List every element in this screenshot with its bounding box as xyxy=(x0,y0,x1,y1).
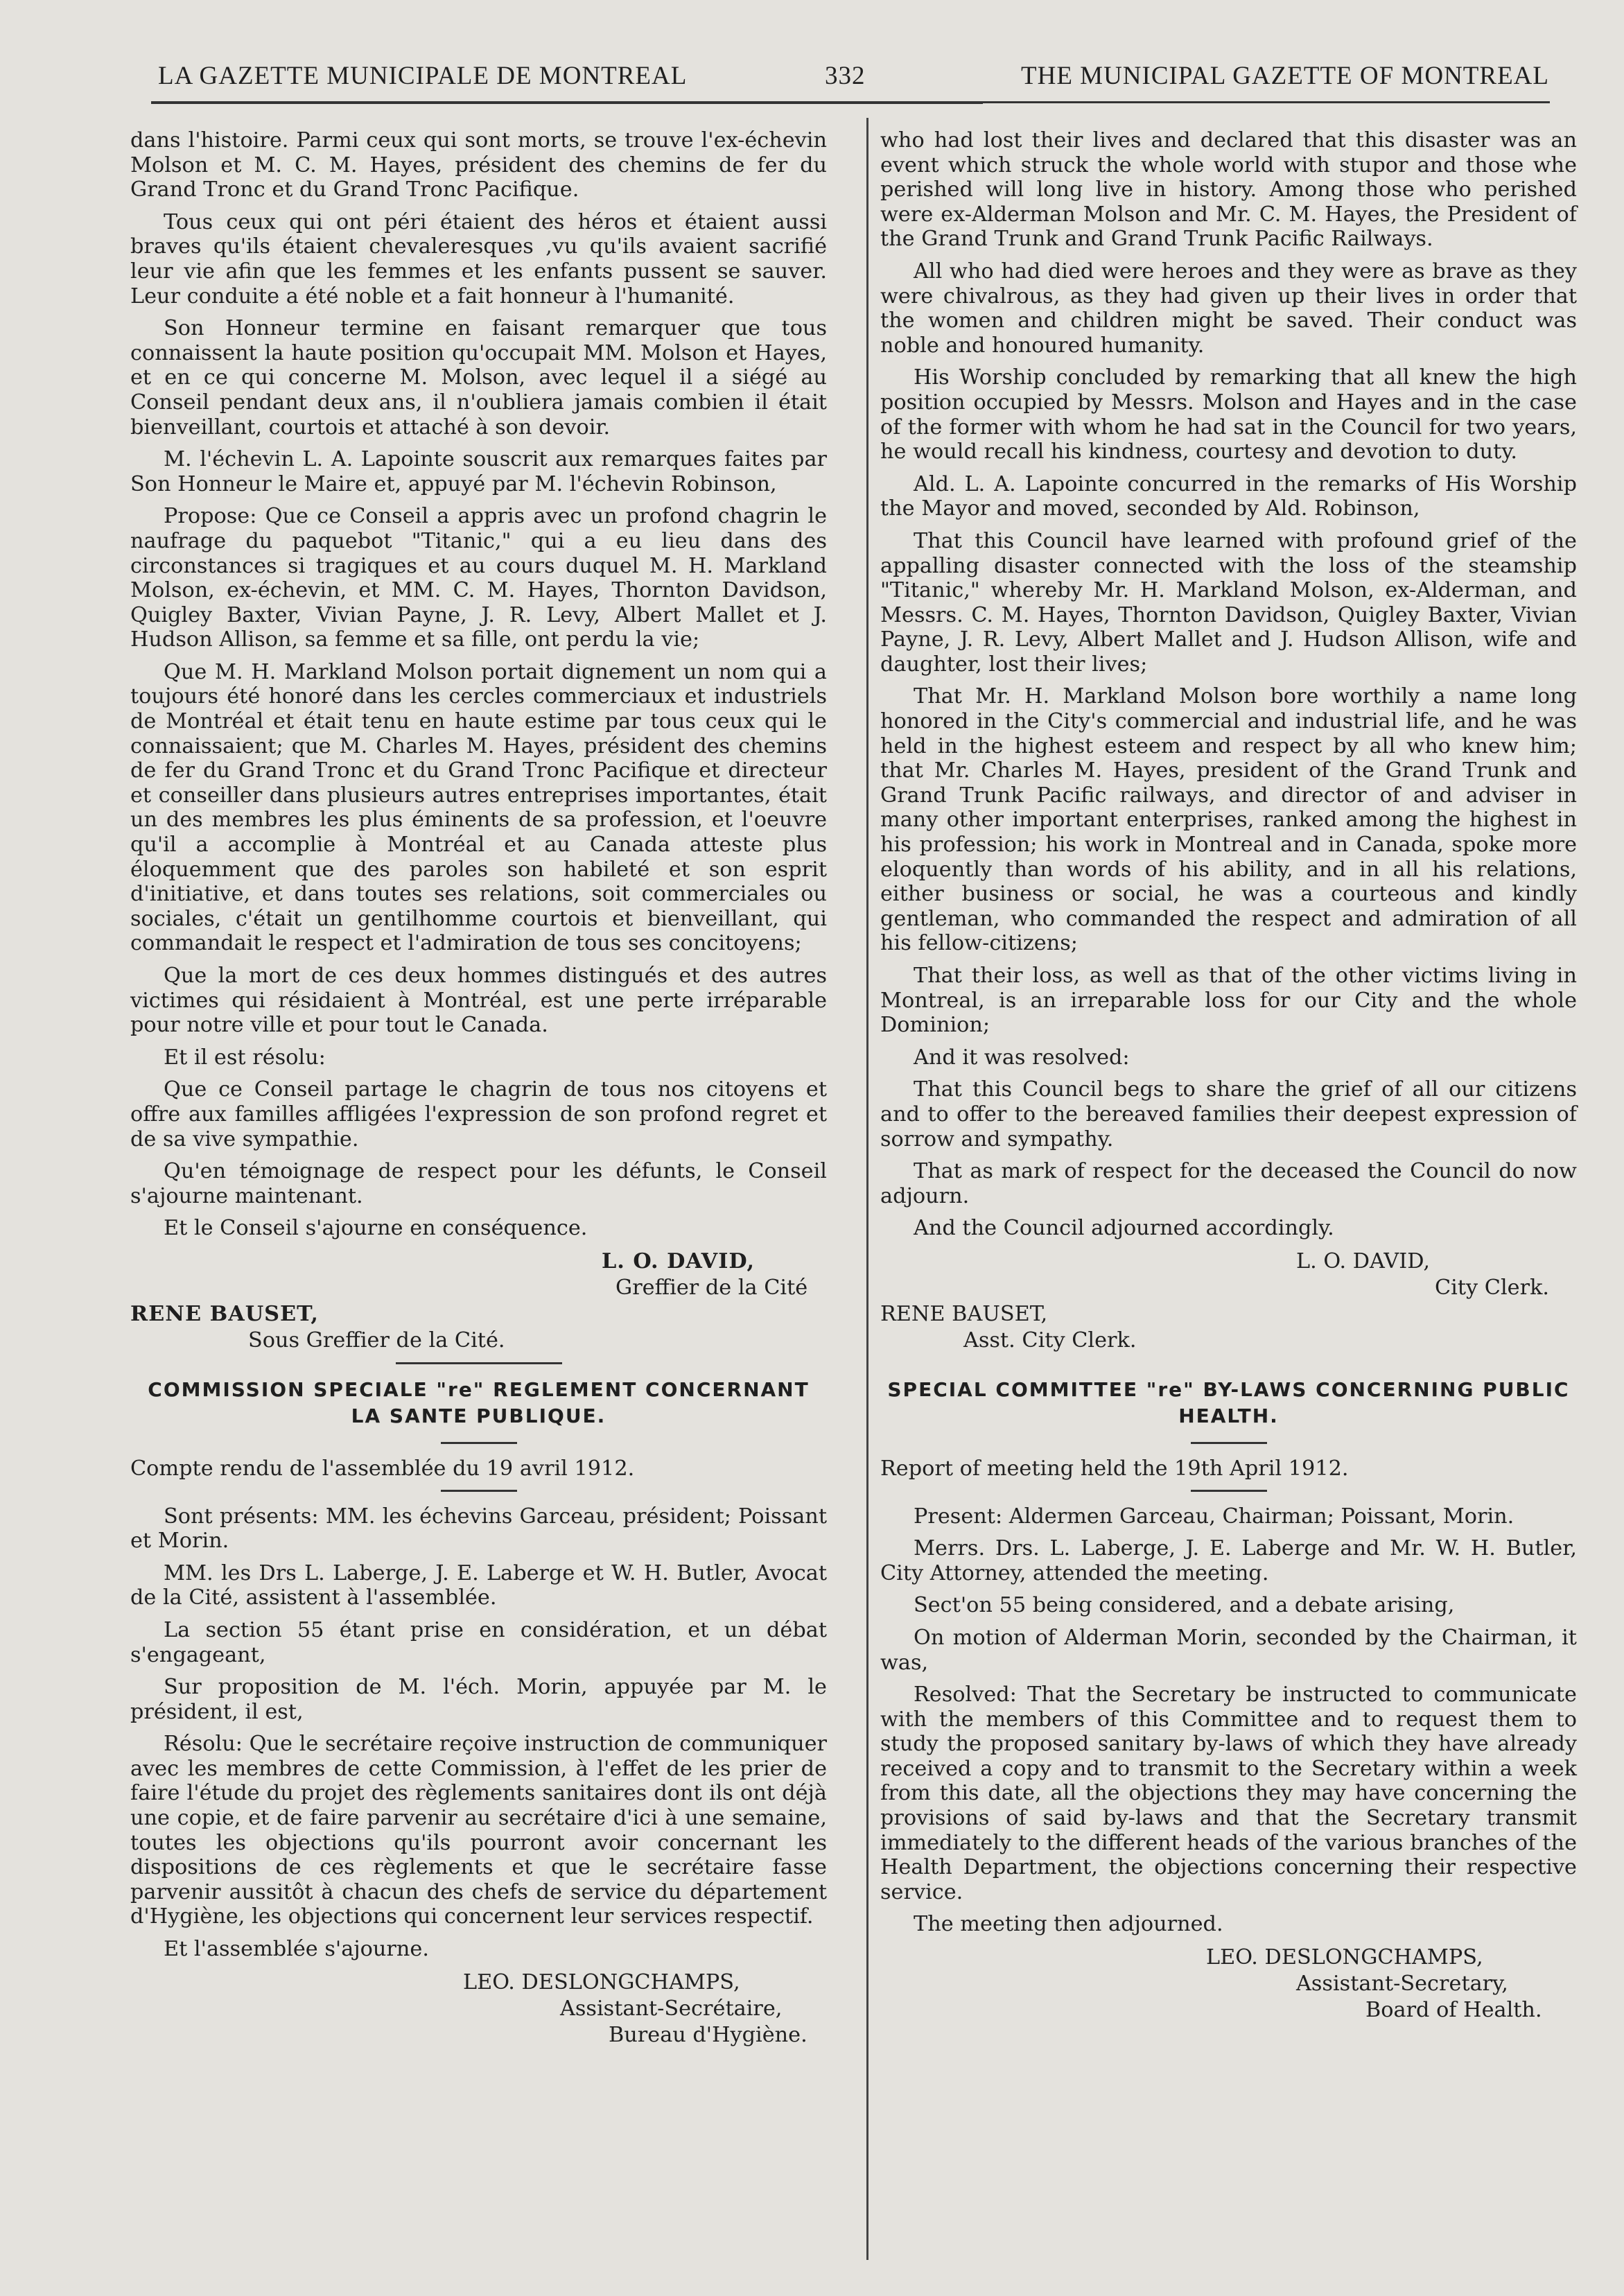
paragraph: La section 55 étant prise en considération, et un débat s'engageant, xyxy=(130,1617,827,1667)
section-rule-short xyxy=(1191,1442,1267,1444)
header-rule-right xyxy=(981,101,1550,103)
header-left-title: LA GAZETTE MUNICIPALE DE MONTREAL xyxy=(158,62,688,90)
paragraph: That this Council begs to share the grief of all our citizens and to offer to the bereaved families their deepest expression of sorrow and sympathy. xyxy=(880,1077,1577,1151)
paragraph: Present: Aldermen Garceau, Chairman; Poissant, Morin. xyxy=(914,1504,1514,1529)
paragraph: Et il est résolu: xyxy=(164,1045,326,1070)
paragraph: Sont présents: MM. les échevins Garceau, président; Poissant et Morin. xyxy=(130,1504,827,1554)
paragraph: That this Council have learned with profound grief of the appalling disaster connected with the loss of the steamship "Titanic," whereby Mr. H. Markland Molson, ex-Alderman, and Messrs. C. M. Hayes, Thornton Davidson, Quigley Baxter, Vivian Payne, J. R. Levy, Albert Mallet and J. Hudson Allison, wife and daughter, lost their lives; xyxy=(880,528,1577,677)
paragraph: Merrs. Drs. L. Laberge, J. E. Laberge and Mr. W. H. Butler, City Attorney, attended the meeting. xyxy=(880,1536,1577,1585)
paragraph: And it was resolved: xyxy=(914,1045,1130,1070)
signature-clerk-title: City Clerk. xyxy=(1435,1275,1550,1300)
signature-secretary-name: LEO. DESLONGCHAMPS, xyxy=(463,1969,740,1994)
paragraph: MM. les Drs L. Laberge, J. E. Laberge et W. H. Butler, Avocat de la Cité, assistent à l'assemblée. xyxy=(130,1560,827,1610)
paragraph: On motion of Alderman Morin, seconded by the Chairman, it was, xyxy=(880,1625,1577,1675)
paragraph: And the Council adjourned accordingly. xyxy=(914,1216,1334,1241)
signature-secretary-title: Assistant-Secrétaire, xyxy=(560,1996,783,2021)
paragraph: Et l'assemblée s'ajourne. xyxy=(164,1937,429,1962)
signature-clerk-name: L. O. DAVID, xyxy=(602,1249,756,1273)
signature-clerk-name: L. O. DAVID, xyxy=(1296,1249,1431,1273)
signature-secretary-title: Assistant-Secretary, xyxy=(1296,1972,1508,1997)
paragraph: Ald. L. A. Lapointe concurred in the remarks of His Worship the Mayor and moved, seconded by Ald. Robinson, xyxy=(880,471,1577,521)
section-rule-short xyxy=(1191,1490,1267,1492)
paragraph: Son Honneur termine en faisant remarquer que tous connaissent la haute position qu'occupait MM. Molson et Hayes, et en ce qui concerne M. Molson, avec lequel il a siégé au Conseil pendant deux ans, il n'oubliera jamais combien il était bienveillant, courtois et attaché à son devoir. xyxy=(130,316,827,440)
paragraph: Tous ceux qui ont péri étaient des héros et étaient aussi braves qu'ils étaient chevaleresques ,vu qu'ils avaient sacrifié leur vie afin que les femmes et les enfants pussent se sauver. Leur conduite a été noble et a fait honneur à l'humanité. xyxy=(130,209,827,308)
signature-asst-name: RENE BAUSET, xyxy=(130,1301,319,1326)
signature-clerk-title: Greffier de la Cité xyxy=(615,1275,808,1300)
paragraph: His Worship concluded by remarking that all knew the high position occupied by Messrs. Molson and Hayes and in the case of the former with whom he had sat in the Council for two years, he would recall his kindness, courtesy and devotion to duty. xyxy=(880,365,1577,464)
paragraph: Résolu: Que le secrétaire reçoive instruction de communiquer avec les membres de cette Commission, à l'effet de les prier de faire l'étude du projet des règlements sanitaires dont ils ont déjà une copie, et de faire parvenir au secrétaire d'ici à une semaine, toutes les objections qu'ils pourront avoir concernant les dispositions de ces règlements et que le secrétaire fasse parvenir aussitôt à chacun des chefs de service du département d'Hygiène, les objections qui concernent leur services respectif. xyxy=(130,1732,827,1929)
header-rule-left xyxy=(151,101,983,104)
report-line: Compte rendu de l'assemblée du 19 avril 1912. xyxy=(130,1456,635,1481)
signature-asst-title: Asst. City Clerk. xyxy=(963,1328,1137,1353)
paragraph: Que M. H. Markland Molson portait dignement un nom qui a toujours été honoré dans les cercles commerciaux et industriels de Montréal et était tenu en haute estime par tous ceux qui le connaissaient; que M. Charles M. Hayes, président des chemins de fer du Grand Tronc et du Grand Tronc Pacifique et directeur et conseiller dans plusieurs autres entreprises importantes, était un des membres les plus éminents de sa profession, et l'oeuvre qu'il a accomplie à Montréal et au Canada atteste plus éloquemment que des paroles son habileté et son esprit d'initiative, et dans toutes ses relations, soit commerciales ou sociales, c'était un gentilhomme courtois et bienveillant, qui commandait le respect et l'admiration de tous ses concitoyens; xyxy=(130,659,827,956)
paragraph: Et le Conseil s'ajourne en conséquence. xyxy=(164,1216,588,1241)
signature-asst-title: Sous Greffier de la Cité. xyxy=(248,1328,505,1353)
section-heading: SPECIAL COMMITTEE "re" BY-LAWS CONCERNING PUBLIC HEALTH. xyxy=(887,1377,1570,1427)
paragraph: Que la mort de ces deux hommes distingués et des autres victimes qui résidaient à Montréal, est une perte irréparable pour notre ville et pour tout le Canada. xyxy=(130,964,827,1038)
paragraph: All who had died were heroes and they were as brave as they were chivalrous, as they had given up their lives in order that the women and children might be saved. Their conduct was noble and honoured humanity. xyxy=(880,259,1577,358)
signature-secretary-org: Board of Health. xyxy=(1365,1998,1542,2023)
section-rule-short xyxy=(441,1442,517,1444)
french-column xyxy=(130,128,827,2049)
paragraph: Sur proposition de M. l'éch. Morin, appuyée par M. le président, il est, xyxy=(130,1675,827,1724)
english-column xyxy=(880,128,1577,2024)
report-line: Report of meeting held the 19th April 1912. xyxy=(880,1456,1349,1481)
section-rule-short xyxy=(441,1490,517,1492)
section-heading: COMMISSION SPECIALE "re" REGLEMENT CONCERNANT LA SANTE PUBLIQUE. xyxy=(148,1377,810,1427)
page-header xyxy=(158,61,1549,91)
paragraph: That their loss, as well as that of the other victims living in Montreal, is an irreparable loss for our City and the whole Dominion; xyxy=(880,964,1577,1038)
signature-asst-name: RENE BAUSET, xyxy=(880,1301,1048,1326)
signature-secretary-org: Bureau d'Hygiène. xyxy=(609,2022,807,2047)
paragraph: That Mr. H. Markland Molson bore worthily a name long honored in the City's commercial and industrial life, and he was held in the highest esteem and respect by all who knew him; that Mr. Charles M. Hayes, president of the Grand Trunk and Grand Trunk Pacific railways, and director of and adviser in many other important enterprises, ranked among the highest in his profession; his work in Montreal and in Canada, spoke more eloquently than words of his ability, and in all his relations, either business or social, he was a courteous and kindly gentleman, who commanded the respect and admiration of all his fellow-citizens; xyxy=(880,684,1577,956)
header-right-title: THE MUNICIPAL GAZETTE OF MONTREAL xyxy=(1021,62,1549,90)
section-rule xyxy=(396,1362,562,1364)
paragraph: That as mark of respect for the deceased the Council do now adjourn. xyxy=(880,1159,1577,1208)
paragraph: Resolved: That the Secretary be instructed to communicate with the members of this Committee and to request them to study the proposed sanitary by-laws of which they have already received a copy and to transmit to the Secretary within a week from this date, all the objections they may have concerning the provisions of said by-laws and that the Secretary transmit immediately to the different heads of the various branches of the Health Department, the objections concerning their respective service. xyxy=(880,1682,1577,1904)
paragraph: Sect'on 55 being considered, and a debate arising, xyxy=(914,1593,1455,1618)
paragraph: Propose: Que ce Conseil a appris avec un profond chagrin le naufrage du paquebot "Titanic," qui a eu lieu dans des circonstances si tragiques et au cours duquel M. H. Markland Molson, ex-échevin, et MM. C. M. Hayes, Thornton Davidson, Quigley Baxter, Vivian Payne, J. R. Levy, Albert Mallet et J. Hudson Allison, sa femme et sa fille, ont perdu la vie; xyxy=(130,504,827,652)
page-number: 332 xyxy=(825,62,866,90)
paragraph: Qu'en témoignage de respect pour les défunts, le Conseil s'ajourne maintenant. xyxy=(130,1159,827,1208)
paragraph: Que ce Conseil partage le chagrin de tous nos citoyens et offre aux familles affligées l'expression de son profond regret et de sa vive sympathie. xyxy=(130,1077,827,1151)
paragraph: who had lost their lives and declared that this disaster was an event which struck the whole world with stupor and those whe perished will long live in history. Among those who perished were ex-Alderman Molson and Mr. C. M. Hayes, the President of the Grand Trunk and Grand Trunk Pacific Railways. xyxy=(880,128,1577,252)
paragraph: M. l'échevin L. A. Lapointe souscrit aux remarques faites par Son Honneur le Maire et, appuyé par M. l'échevin Robinson, xyxy=(130,447,827,496)
paragraph: dans l'histoire. Parmi ceux qui sont morts, se trouve l'ex-échevin Molson et M. C. M. Hayes, président des chemins de fer du Grand Tronc et du Grand Tronc Pacifique. xyxy=(130,128,827,202)
column-divider xyxy=(866,118,868,2260)
signature-secretary-name: LEO. DESLONGCHAMPS, xyxy=(1206,1945,1483,1970)
paragraph: The meeting then adjourned. xyxy=(914,1912,1223,1937)
